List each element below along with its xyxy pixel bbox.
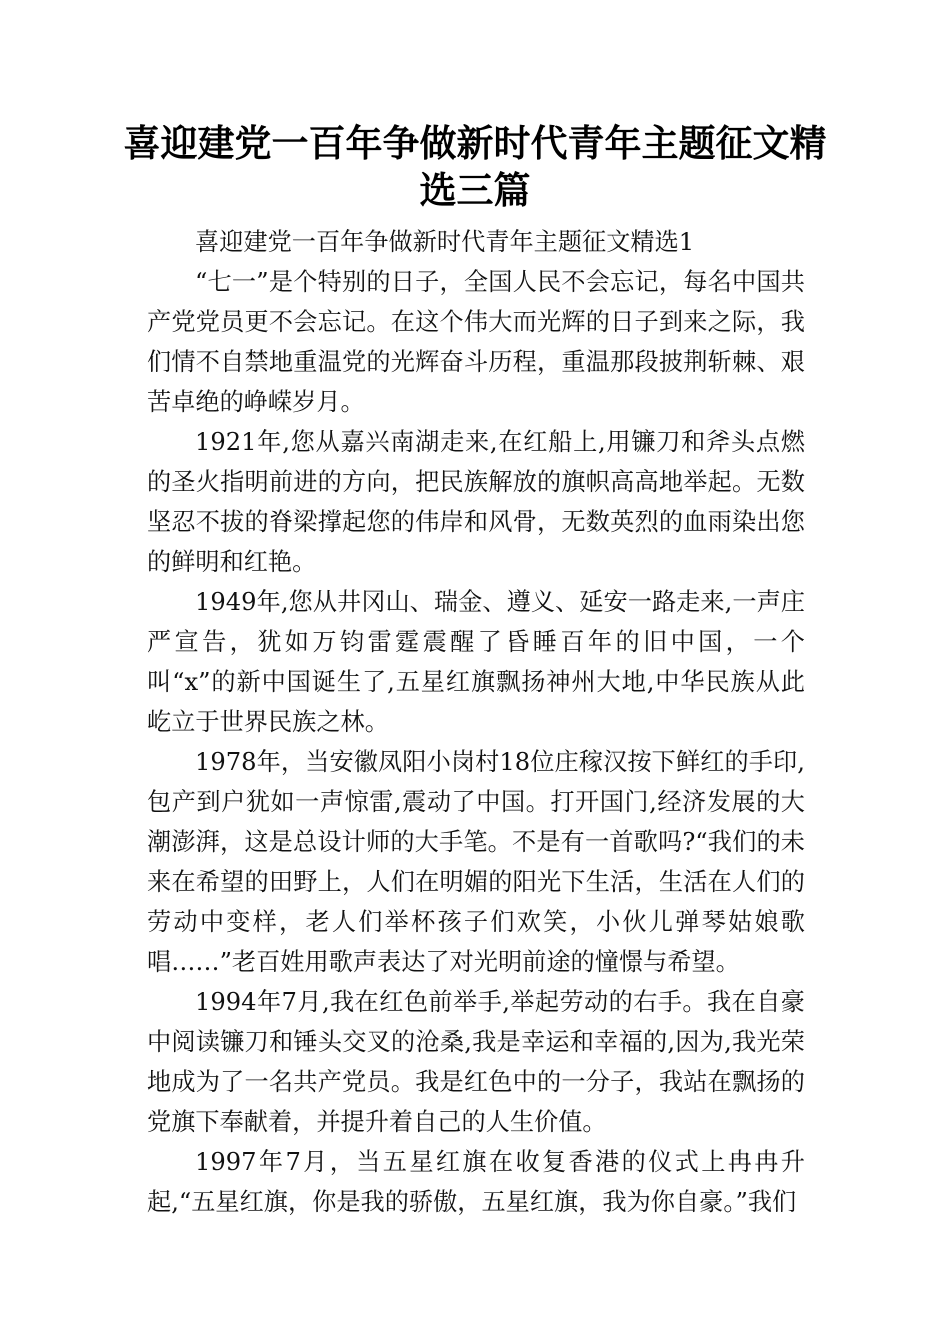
paragraph-2: 1921年,您从嘉兴南湖走来,在红船上,用镰刀和斧头点燃的圣火指明前进的方向，把民族解放的旗帜高高地举起。无数坚忍不拔的脊梁撑起您的伟岸和风骨，无数英烈的血雨染出您的鲜明和红艳。	[147, 428, 805, 576]
paragraph-5: 1994年7月,我在红色前举手,举起劳动的右手。我在自豪中阅读镰刀和锤头交叉的沧桑,我是幸运和幸福的,因为,我光荣地成为了一名共产党员。我是红色中的一分子，我站在飘扬的党旗下奉献着，并提升着自己的人生价值。	[147, 988, 805, 1136]
paragraph-6: 1997年7月，当五星红旗在收复香港的仪式上冉冉升起,“五星红旗，你是我的骄傲，五星红旗，我为你自豪。”我们	[147, 1148, 805, 1216]
document-title-line-2: 选三篇	[419, 169, 531, 212]
section-heading: 喜迎建党一百年争做新时代青年主题征文精选1	[195, 228, 695, 256]
paragraph-4: 1978年，当安徽凤阳小岗村18位庄稼汉按下鲜红的手印,包产到户犹如一声惊雷,震动了中国。打开国门,经济发展的大潮澎湃，这是总设计师的大手笔。不是有一首歌吗?“我们的未来在希望的田野上，人们在明媚的阳光下生活，生活在人们的劳动中变样，老人们举杯孩子们欢笑，小伙儿弹琴姑娘歌唱……”老百姓用歌声表达了对光明前途的憧憬与希望。	[147, 748, 805, 976]
document-title-line-1: 喜迎建党一百年争做新时代青年主题征文精	[123, 122, 827, 165]
document-body	[147, 222, 805, 1222]
paragraph-3: 1949年,您从井冈山、瑞金、遵义、延安一路走来,一声庄严宣告，犹如万钧雷霆震醒了昏睡百年的旧中国，一个叫“x”的新中国诞生了,五星红旗飘扬神州大地,中华民族从此屹立于世界民族之林。	[147, 588, 805, 736]
paragraph-1: “七一”是个特别的日子，全国人民不会忘记，每名中国共产党党员更不会忘记。在这个伟大而光辉的日子到来之际，我们情不自禁地重温党的光辉奋斗历程，重温那段披荆斩棘、艰苦卓绝的峥嵘岁月。	[147, 268, 805, 416]
